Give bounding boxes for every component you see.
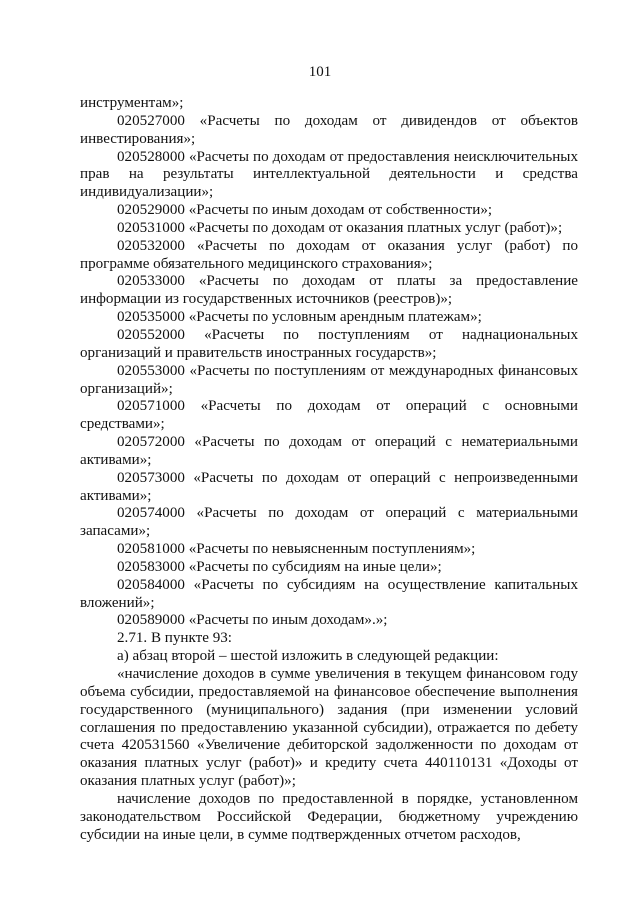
page-number: 101 [308, 64, 332, 80]
paragraph: 020589000 «Расчеты по иным доходам».»; [117, 612, 388, 629]
paragraph: 2.71. В пункте 93: [117, 630, 232, 647]
paragraph: 020535000 «Расчеты по условным арендным платежам»; [117, 309, 482, 326]
paragraph: 020574000 «Расчеты по доходам от операций с материальными запасами»; [80, 505, 578, 540]
paragraph: 020533000 «Расчеты по доходам от платы за предоставление информации из государственных источников (реестров)»; [80, 273, 578, 308]
paragraph: а) абзац второй – шестой изложить в следующей редакции: [117, 648, 499, 665]
paragraph: 020581000 «Расчеты по невыясненным поступлениям»; [117, 541, 476, 558]
paragraph: 020532000 «Расчеты по доходам от оказания услуг (работ) по программе обязательного медицинского страхования»; [80, 237, 578, 272]
paragraph: начисление доходов по предоставленной в порядке, установленном законодательством Российской Федерации, бюджетному учреждению субсидии на иные цели, в сумме подтвержденных отчетом расходов, [80, 790, 578, 843]
paragraph: 020583000 «Расчеты по субсидиям на иные цели»; [117, 558, 442, 575]
paragraph: 020552000 «Расчеты по поступлениям от наднациональных организаций и правительств иностранных государств»; [80, 326, 578, 361]
paragraph: 020553000 «Расчеты по поступлениям от международных финансовых организаций»; [80, 362, 578, 397]
paragraph: 020527000 «Расчеты по доходам от дивидендов от объектов инвестирования»; [80, 112, 578, 147]
paragraph: «начисление доходов в сумме увеличения в текущем финансовом году объема субсидии, предоставляемой на финансовое обеспечение выполнения государственного (муниципального) задания (при изменении условий соглашения по предоставлению указанной субсидии), отражается по дебету счета 420531560 «Увеличение дебиторской задолженности по доходам от оказания платных услуг (работ)» и кредиту счета 440110131 «Доходы от оказания платных услуг (работ)»; [80, 666, 578, 790]
paragraph: 020528000 «Расчеты по доходам от предоставления неисключительных прав на результаты интеллектуальной деятельности и средства индивидуализации»; [80, 148, 578, 201]
paragraph: 020531000 «Расчеты по доходам от оказания платных услуг (работ)»; [117, 219, 563, 236]
paragraph: 020572000 «Расчеты по доходам от операций с нематериальными активами»; [80, 434, 578, 468]
paragraph: 020571000 «Расчеты по доходам от операций с основными средствами»; [80, 398, 578, 433]
paragraph: инструментам»; [80, 95, 184, 111]
document-body [80, 95, 578, 844]
paragraph: 020529000 «Расчеты по иным доходам от собственности»; [117, 202, 493, 219]
paragraph: 020573000 «Расчеты по доходам от операций с непроизведенными активами»; [80, 469, 578, 504]
paragraph: 020584000 «Расчеты по субсидиям на осуществление капитальных вложений»; [80, 576, 578, 611]
